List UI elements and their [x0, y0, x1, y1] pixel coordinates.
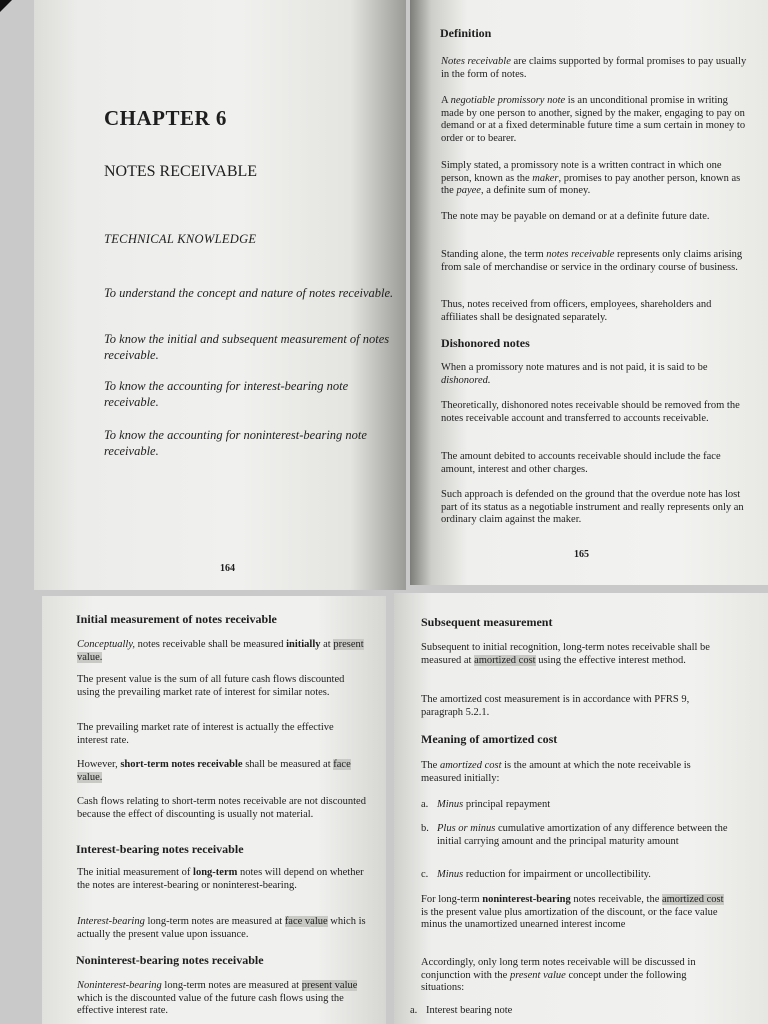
noninterest-bearing-heading: Noninterest-bearing notes receivable [76, 953, 264, 967]
paragraph: Thus, notes received from officers, employees, shareholders and affiliates shall be designated separately. [441, 299, 712, 323]
paragraph: The amortized cost is the amount at which the note receivable is measured initially: [421, 760, 691, 784]
paragraph: The prevailing market rate of interest is actually the effective interest rate. [77, 722, 334, 746]
highlight: face value. [77, 759, 351, 783]
definition-heading: Definition [440, 26, 492, 40]
paragraph: For long-term noninterest-bearing notes receivable, the amortized cost is the present value plus amortization of the discount, or the face value minus the unamortized unearned interest income [421, 894, 724, 931]
technical-knowledge-heading: TECHNICAL KNOWLEDGE [104, 232, 257, 246]
highlight: amortized cost [474, 654, 536, 666]
paragraph: However, short-term notes receivable shall be measured at face value. [77, 759, 351, 783]
objective-2: To know the initial and subsequent measurement of notes receivable. [104, 332, 390, 362]
page-165 [410, 0, 768, 585]
scan-corner-mark [0, 0, 12, 12]
dishonored-heading: Dishonored notes [441, 336, 530, 350]
paragraph: Notes receivable are claims supported by formal promises to pay usually in the form of notes. [441, 56, 747, 80]
page-164 [34, 0, 406, 590]
paragraph: The amount debited to accounts receivable should include the face amount, interest and other charges. [441, 451, 721, 475]
paragraph: When a promissory note matures and is not paid, it is said to be dishonored. [441, 362, 708, 386]
term: Notes receivable [441, 56, 511, 67]
term: negotiable promissory note [450, 95, 566, 106]
objective-4: To know the accounting for noninterest-bearing note receivable. [104, 428, 367, 458]
paragraph: Theoretically, dishonored notes receivable should be removed from the notes receivable account and transferred to accounts receivable. [441, 400, 740, 424]
paragraph: Interest-bearing long-term notes are measured at face value which is actually the present value upon issuance. [77, 916, 366, 940]
paragraph: The amortized cost measurement is in accordance with PFRS 9, paragraph 5.2.1. [421, 694, 690, 718]
paragraph: A negotiable promissory note is an unconditional promise in writing made by one person to another, signed by the maker, engaging to pay on demand or at a fixed determinable future time a sum certain in money to order or to bearer. [441, 95, 746, 144]
paragraph: Simply stated, a promissory note is a written contract in which one person, known as the maker, promises to pay another person, known as the payee, a definite sum of money. [441, 160, 741, 197]
list-item: a. Minus principal repayment [421, 799, 551, 810]
highlight: present value [301, 980, 358, 991]
amortized-cost-heading: Meaning of amortized cost [421, 732, 558, 746]
paragraph: Cash flows relating to short-term notes receivable are not discounted because the effect of discounting is usually not material. [77, 796, 366, 820]
list-item: c. Minus reduction for impairment or uncollectibility. [421, 869, 651, 880]
interest-bearing-heading: Interest-bearing notes receivable [76, 842, 244, 856]
page-number: 164 [220, 563, 235, 574]
page-number: 165 [574, 549, 589, 560]
chapter-title: NOTES RECEIVABLE [104, 163, 258, 180]
highlight: face value [284, 916, 328, 927]
page-initial-measurement [42, 596, 386, 1024]
paragraph: The note may be payable on demand or at a definite future date. [441, 211, 710, 222]
objective-1: To understand the concept and nature of notes receivable. [104, 286, 394, 300]
paragraph: Noninterest-bearing long-term notes are measured at present value which is the discounted value of the future cash flows using the effective interest rate. [77, 980, 358, 1017]
paragraph: Standing alone, the term notes receivable represents only claims arising from sale of merchandise or service in the ordinary course of business. [441, 249, 743, 273]
list-item: b. Plus or minus cumulative amortization of any difference between the initial carrying amount and the principal maturity amount [421, 823, 728, 847]
highlight: amortized cost [661, 894, 724, 905]
page-subsequent-measurement [394, 593, 768, 1024]
paragraph: Subsequent to initial recognition, long-term notes receivable shall be measured at amortized cost using the effective interest method. [421, 642, 710, 666]
list-item: a. Interest bearing note [410, 1005, 513, 1016]
objective-3: To know the accounting for interest-bearing note receivable. [104, 379, 349, 409]
paragraph: The present value is the sum of all future cash flows discounted using the prevailing market rate of interest for similar notes. [77, 674, 345, 698]
paragraph: Accordingly, only long term notes receivable will be discussed in conjunction with the present value concept under the following situations: [421, 957, 696, 994]
subsequent-measurement-heading: Subsequent measurement [421, 615, 553, 629]
initial-measurement-heading: Initial measurement of notes receivable [76, 612, 277, 626]
highlight: present value. [77, 639, 364, 663]
paragraph: The initial measurement of long-term notes will depend on whether the notes are interest-bearing or noninterest-bearing. [77, 867, 364, 891]
paragraph: Such approach is defended on the ground that the overdue note has lost part of its status as a negotiable instrument and really represents only an ordinary claim against the maker. [441, 489, 744, 526]
paragraph: Conceptually, notes receivable shall be measured initially at present value. [77, 639, 364, 663]
chapter-heading: CHAPTER 6 [104, 106, 227, 130]
